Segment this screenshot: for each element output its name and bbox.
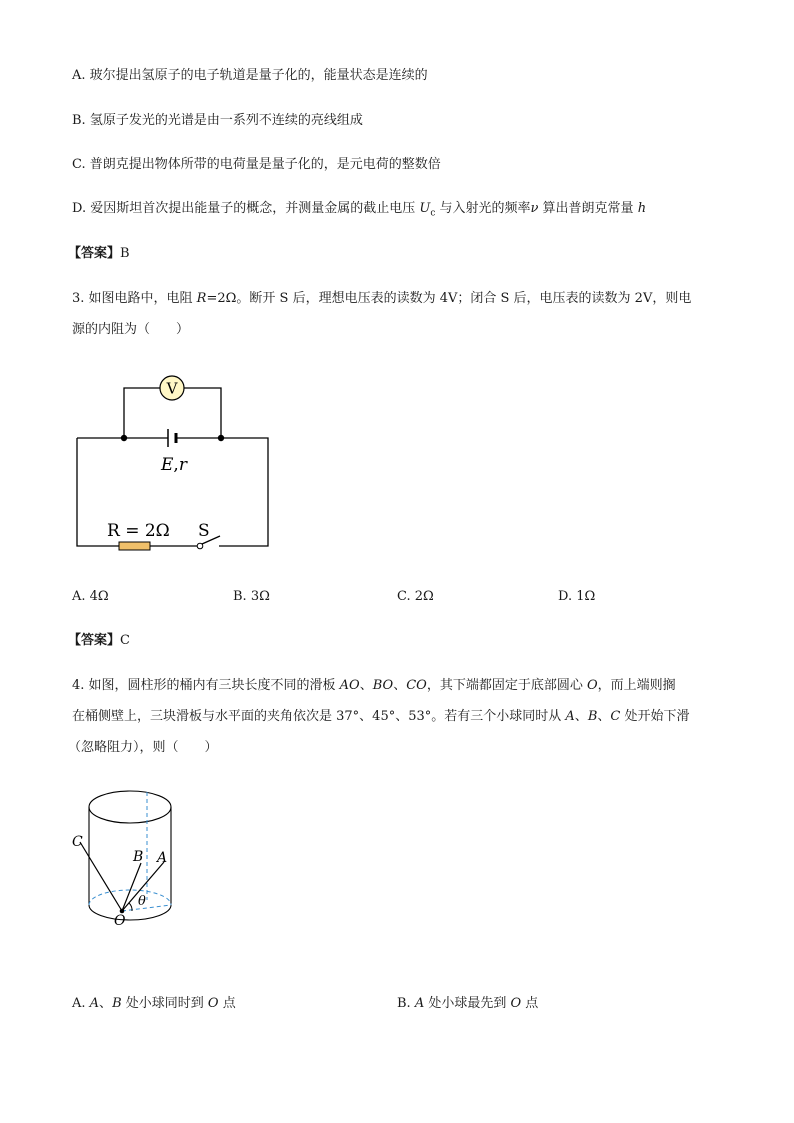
q4-option-a-A: A	[89, 996, 100, 1011]
q4-option-b-prefix: B.	[397, 996, 415, 1011]
q3-option-a: A. 4Ω	[72, 589, 109, 604]
q4-stem-sep-1: 、	[359, 678, 373, 693]
q4-cylinder-figure	[66, 780, 196, 940]
q4-stem-sep-4: 、	[597, 709, 611, 724]
q4-label-b: B	[133, 849, 144, 865]
q4-option-a-sep: 、	[99, 996, 113, 1011]
q4-stem-sep-2: 、	[393, 678, 407, 693]
q4-cylinder-top	[89, 791, 171, 823]
q4-option-a-end: 点	[218, 996, 236, 1011]
q4-label-a: A	[157, 850, 168, 866]
q3-option-d: D. 1Ω	[558, 589, 596, 604]
q3-junction-left	[121, 435, 127, 441]
q2-option-d	[72, 200, 646, 223]
q3-voltmeter-label: V	[166, 379, 178, 398]
q4-option-a-O: O	[207, 996, 219, 1011]
q4-stem-c: C	[610, 709, 621, 724]
q2-answer-value: B	[120, 246, 130, 261]
q3-answer-tag: 【答案】	[68, 633, 121, 648]
q2-option-d-text-3: 算出普朗克常量	[538, 201, 638, 216]
q4-radius-dashed	[122, 905, 171, 911]
q4-stem-text-2: ，其下端都固定于底部圆心	[426, 678, 587, 693]
q4-stem-text-1: 4. 如图，圆柱形的桶内有三块长度不同的滑板	[72, 678, 340, 693]
q4-board-co	[80, 842, 122, 911]
q4-option-a-prefix: A.	[72, 996, 90, 1011]
q3-stem-text-2: =2Ω。断开 S 后，理想电压表的读数为 4V；闭合 S 后，电压表的读数为 2V，则电	[206, 291, 692, 306]
q3-stem-text-1: 3. 如图电路中，电阻	[72, 291, 197, 306]
q3-resistor	[119, 542, 150, 550]
q4-label-o: O	[114, 913, 126, 929]
q4-option-a-B: B	[112, 996, 122, 1011]
q4-stem-line-2	[72, 708, 689, 726]
q4-stem-o: O	[586, 678, 598, 693]
q2-option-a: A. 玻尔提出氢原子的电子轨道是量子化的，能量状态是连续的	[72, 68, 428, 83]
q4-option-a	[72, 995, 236, 1013]
q3-circuit-figure	[62, 368, 282, 568]
q3-answer	[68, 632, 130, 650]
q4-option-b-end: 点	[521, 996, 539, 1011]
q2-option-d-uc: U	[419, 201, 431, 216]
q3-stem-r: R	[196, 291, 207, 306]
q3-switch-contact	[197, 543, 203, 549]
q3-switch-label: S	[198, 521, 210, 541]
q4-stem-sep-3: 、	[574, 709, 588, 724]
q4-option-b-text: 处小球最先到	[424, 996, 511, 1011]
q3-emf-label: E,r	[161, 455, 187, 475]
q4-label-theta: θ	[138, 894, 146, 909]
q2-option-d-h: h	[637, 201, 647, 216]
q4-stem-bo: BO	[372, 678, 394, 693]
q4-stem-text-4: 在桶侧壁上，三块滑板与水平面的夹角依次是 37°、45°、53°。若有三个小球同时从	[72, 709, 566, 724]
q4-stem-co: CO	[406, 678, 427, 693]
q4-stem-b: B	[587, 709, 598, 724]
q4-label-c: C	[72, 834, 83, 850]
q4-option-a-text: 处小球同时到	[121, 996, 208, 1011]
q4-stem-a: A	[565, 709, 575, 724]
q3-junction-right	[218, 435, 224, 441]
q4-cylinder-bottom-front	[89, 905, 171, 920]
q2-option-d-nu: ν	[530, 201, 539, 216]
q2-answer	[68, 245, 130, 263]
q2-option-d-text-1: D. 爱因斯坦首次提出能量子的概念，并测量金属的截止电压	[72, 201, 420, 216]
q3-wire-right	[219, 438, 268, 546]
q3-resistor-label: R = 2Ω	[107, 521, 170, 541]
q4-stem-text-3: ，而上端则搁	[597, 678, 676, 693]
q4-option-b-A: A	[414, 996, 425, 1011]
q4-option-b	[397, 995, 538, 1013]
q2-option-b: B. 氢原子发光的光谱是由一系列不连续的亮线组成	[72, 113, 363, 128]
q2-option-d-text-2: 与入射光的频率	[435, 201, 531, 216]
q2-option-d-uc-sub: c	[430, 208, 436, 219]
q3-option-b: B. 3Ω	[233, 589, 270, 604]
q3-option-c: C. 2Ω	[397, 589, 434, 604]
q4-option-b-O: O	[510, 996, 522, 1011]
q3-stem-line-2: 源的内阻为（ ）	[72, 322, 190, 337]
q4-stem-ao: AO	[339, 678, 360, 693]
q2-answer-tag: 【答案】	[68, 246, 121, 261]
q3-stem-line-1	[72, 290, 691, 308]
q2-option-c: C. 普朗克提出物体所带的电荷量是量子化的，是元电荷的整数倍	[72, 157, 441, 172]
q4-stem-line-1	[72, 677, 676, 695]
q4-stem-text-5: 处开始下滑	[620, 709, 690, 724]
q4-stem-line-3: （忽略阻力），则（ ）	[68, 740, 218, 755]
q3-answer-value: C	[120, 633, 130, 648]
